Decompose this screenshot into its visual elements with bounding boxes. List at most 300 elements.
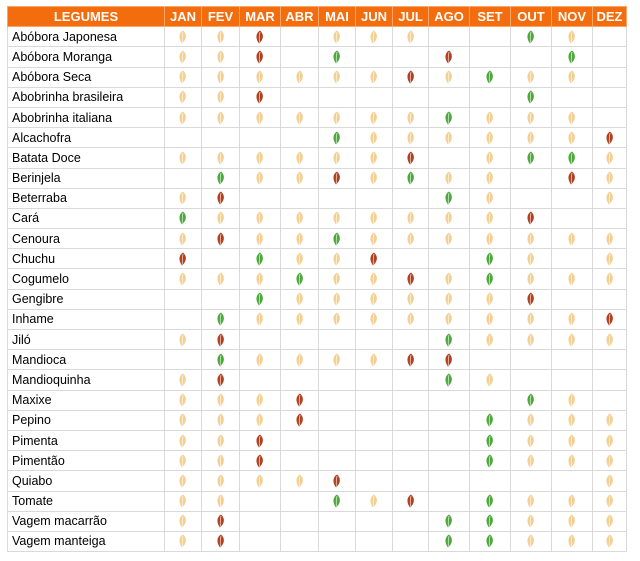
month-cell bbox=[281, 208, 319, 228]
month-cell bbox=[202, 511, 240, 531]
month-cell bbox=[511, 269, 552, 289]
month-cell bbox=[202, 249, 240, 269]
pale-leaf-icon bbox=[319, 312, 355, 326]
red-leaf-icon bbox=[240, 434, 280, 448]
month-cell bbox=[202, 309, 240, 329]
pale-leaf-icon bbox=[470, 211, 510, 225]
month-cell bbox=[356, 87, 393, 107]
month-cell bbox=[429, 471, 470, 491]
vegetable-name: Pepino bbox=[8, 410, 165, 430]
pale-leaf-icon bbox=[202, 111, 239, 125]
month-cell bbox=[240, 309, 281, 329]
table-row bbox=[8, 491, 627, 511]
month-cell bbox=[165, 491, 202, 511]
month-cell bbox=[165, 410, 202, 430]
month-cell bbox=[511, 188, 552, 208]
month-cell bbox=[202, 269, 240, 289]
pale-leaf-icon bbox=[165, 454, 201, 468]
pale-leaf-icon bbox=[165, 534, 201, 548]
pale-leaf-icon bbox=[552, 413, 592, 427]
month-cell bbox=[165, 511, 202, 531]
month-cell bbox=[470, 188, 511, 208]
vegetable-name: Maxixe bbox=[8, 390, 165, 410]
pale-leaf-icon bbox=[319, 211, 355, 225]
month-cell bbox=[356, 188, 393, 208]
pale-leaf-icon bbox=[240, 211, 280, 225]
pale-leaf-icon bbox=[240, 272, 280, 286]
month-cell bbox=[393, 531, 429, 551]
month-cell bbox=[429, 289, 470, 309]
pale-leaf-icon bbox=[240, 111, 280, 125]
pale-leaf-icon bbox=[281, 70, 318, 84]
month-cell bbox=[356, 269, 393, 289]
pale-leaf-icon bbox=[470, 312, 510, 326]
pale-leaf-icon bbox=[202, 70, 239, 84]
month-cell bbox=[281, 148, 319, 168]
month-cell bbox=[511, 350, 552, 370]
pale-leaf-icon bbox=[429, 292, 469, 306]
pale-leaf-icon bbox=[429, 272, 469, 286]
pale-leaf-icon bbox=[165, 333, 201, 347]
month-cell bbox=[593, 229, 627, 249]
month-cell bbox=[552, 330, 593, 350]
pale-leaf-icon bbox=[552, 494, 592, 508]
month-cell bbox=[429, 430, 470, 450]
pale-leaf-icon bbox=[240, 353, 280, 367]
pale-leaf-icon bbox=[429, 171, 469, 185]
pale-leaf-icon bbox=[240, 70, 280, 84]
month-cell bbox=[319, 451, 356, 471]
month-cell bbox=[393, 451, 429, 471]
pale-leaf-icon bbox=[470, 191, 510, 205]
month-cell bbox=[429, 107, 470, 127]
month-cell bbox=[429, 350, 470, 370]
pale-leaf-icon bbox=[240, 312, 280, 326]
pale-leaf-icon bbox=[165, 151, 201, 165]
month-cell bbox=[165, 107, 202, 127]
month-cell bbox=[429, 208, 470, 228]
month-cell bbox=[356, 471, 393, 491]
vegetable-name: Berinjela bbox=[8, 168, 165, 188]
month-cell bbox=[281, 451, 319, 471]
pale-leaf-icon bbox=[470, 131, 510, 145]
month-cell bbox=[240, 269, 281, 289]
red-leaf-icon bbox=[165, 252, 201, 266]
month-cell bbox=[319, 350, 356, 370]
red-leaf-icon bbox=[202, 333, 239, 347]
month-cell bbox=[281, 128, 319, 148]
pale-leaf-icon bbox=[393, 292, 428, 306]
month-cell bbox=[319, 148, 356, 168]
month-header: DEZ bbox=[593, 7, 627, 27]
month-cell bbox=[356, 67, 393, 87]
month-cell bbox=[281, 491, 319, 511]
month-cell bbox=[429, 390, 470, 410]
vegetable-name: Abobrinha brasileira bbox=[8, 87, 165, 107]
seasonal-vegetable-calendar bbox=[7, 6, 627, 552]
red-leaf-icon bbox=[319, 171, 355, 185]
month-cell bbox=[593, 471, 627, 491]
month-cell bbox=[165, 67, 202, 87]
red-leaf-icon bbox=[319, 474, 355, 488]
month-cell bbox=[593, 148, 627, 168]
pale-leaf-icon bbox=[511, 131, 551, 145]
month-cell bbox=[393, 370, 429, 390]
table-row bbox=[8, 269, 627, 289]
month-cell bbox=[281, 47, 319, 67]
month-cell bbox=[319, 107, 356, 127]
red-leaf-icon bbox=[240, 30, 280, 44]
month-cell bbox=[165, 188, 202, 208]
pale-leaf-icon bbox=[593, 232, 626, 246]
month-cell bbox=[593, 67, 627, 87]
month-cell bbox=[429, 67, 470, 87]
month-cell bbox=[202, 451, 240, 471]
pale-leaf-icon bbox=[593, 474, 626, 488]
month-cell bbox=[202, 208, 240, 228]
month-cell bbox=[552, 289, 593, 309]
month-cell bbox=[552, 511, 593, 531]
pale-leaf-icon bbox=[593, 454, 626, 468]
vegetable-name: Mandioca bbox=[8, 350, 165, 370]
pale-leaf-icon bbox=[511, 534, 551, 548]
month-cell bbox=[511, 471, 552, 491]
pale-leaf-icon bbox=[470, 333, 510, 347]
table-row bbox=[8, 148, 627, 168]
red-leaf-icon bbox=[240, 50, 280, 64]
pale-leaf-icon bbox=[511, 434, 551, 448]
pale-leaf-icon bbox=[593, 191, 626, 205]
table-row bbox=[8, 67, 627, 87]
month-cell bbox=[593, 188, 627, 208]
month-cell bbox=[511, 289, 552, 309]
month-cell bbox=[281, 188, 319, 208]
pale-leaf-icon bbox=[240, 151, 280, 165]
month-cell bbox=[319, 330, 356, 350]
month-cell bbox=[511, 87, 552, 107]
pale-leaf-icon bbox=[165, 373, 201, 387]
pale-leaf-icon bbox=[470, 151, 510, 165]
month-cell bbox=[511, 148, 552, 168]
month-header: MAR bbox=[240, 7, 281, 27]
month-cell bbox=[202, 148, 240, 168]
month-cell bbox=[470, 350, 511, 370]
green-leaf-icon bbox=[470, 272, 510, 286]
table-row bbox=[8, 27, 627, 47]
vegetable-name: Jiló bbox=[8, 330, 165, 350]
green-leaf-icon bbox=[511, 151, 551, 165]
month-cell bbox=[165, 471, 202, 491]
month-cell bbox=[319, 249, 356, 269]
pale-leaf-icon bbox=[511, 232, 551, 246]
month-cell bbox=[202, 168, 240, 188]
month-cell bbox=[281, 350, 319, 370]
month-cell bbox=[393, 128, 429, 148]
vegetable-name: Vagem macarrão bbox=[8, 511, 165, 531]
vegetable-name: Abobrinha italiana bbox=[8, 107, 165, 127]
pale-leaf-icon bbox=[393, 312, 428, 326]
month-cell bbox=[356, 451, 393, 471]
pale-leaf-icon bbox=[552, 393, 592, 407]
month-cell bbox=[429, 491, 470, 511]
month-cell bbox=[281, 390, 319, 410]
pale-leaf-icon bbox=[552, 333, 592, 347]
green-leaf-icon bbox=[470, 413, 510, 427]
month-cell bbox=[593, 47, 627, 67]
pale-leaf-icon bbox=[429, 70, 469, 84]
pale-leaf-icon bbox=[202, 413, 239, 427]
pale-leaf-icon bbox=[593, 252, 626, 266]
month-cell bbox=[511, 491, 552, 511]
month-cell bbox=[356, 511, 393, 531]
month-cell bbox=[393, 47, 429, 67]
pale-leaf-icon bbox=[202, 30, 239, 44]
pale-leaf-icon bbox=[429, 232, 469, 246]
green-leaf-icon bbox=[429, 333, 469, 347]
calendar-table bbox=[7, 6, 627, 552]
pale-leaf-icon bbox=[319, 292, 355, 306]
month-cell bbox=[393, 511, 429, 531]
month-cell bbox=[240, 451, 281, 471]
table-row bbox=[8, 430, 627, 450]
pale-leaf-icon bbox=[552, 454, 592, 468]
green-leaf-icon bbox=[429, 191, 469, 205]
month-cell bbox=[240, 67, 281, 87]
month-cell bbox=[429, 330, 470, 350]
pale-leaf-icon bbox=[356, 211, 392, 225]
pale-leaf-icon bbox=[393, 211, 428, 225]
month-cell bbox=[593, 309, 627, 329]
vegetable-name: Pimenta bbox=[8, 430, 165, 450]
pale-leaf-icon bbox=[319, 70, 355, 84]
pale-leaf-icon bbox=[593, 272, 626, 286]
month-cell bbox=[393, 87, 429, 107]
month-cell bbox=[202, 410, 240, 430]
pale-leaf-icon bbox=[393, 232, 428, 246]
month-cell bbox=[356, 430, 393, 450]
month-cell bbox=[202, 188, 240, 208]
pale-leaf-icon bbox=[202, 151, 239, 165]
month-cell bbox=[319, 309, 356, 329]
month-cell bbox=[165, 289, 202, 309]
red-leaf-icon bbox=[552, 171, 592, 185]
pale-leaf-icon bbox=[429, 131, 469, 145]
month-cell bbox=[202, 330, 240, 350]
month-cell bbox=[593, 390, 627, 410]
month-cell bbox=[470, 289, 511, 309]
month-cell bbox=[281, 511, 319, 531]
month-cell bbox=[356, 148, 393, 168]
green-leaf-icon bbox=[470, 494, 510, 508]
pale-leaf-icon bbox=[470, 171, 510, 185]
month-cell bbox=[511, 330, 552, 350]
month-cell bbox=[593, 289, 627, 309]
pale-leaf-icon bbox=[165, 272, 201, 286]
pale-leaf-icon bbox=[356, 312, 392, 326]
pale-leaf-icon bbox=[470, 292, 510, 306]
pale-leaf-icon bbox=[356, 272, 392, 286]
month-header: ABR bbox=[281, 7, 319, 27]
pale-leaf-icon bbox=[281, 151, 318, 165]
month-cell bbox=[393, 330, 429, 350]
month-cell bbox=[202, 87, 240, 107]
month-cell bbox=[429, 309, 470, 329]
red-leaf-icon bbox=[202, 514, 239, 528]
pale-leaf-icon bbox=[470, 232, 510, 246]
table-row bbox=[8, 390, 627, 410]
month-cell bbox=[202, 350, 240, 370]
table-row bbox=[8, 511, 627, 531]
month-cell bbox=[240, 107, 281, 127]
pale-leaf-icon bbox=[319, 252, 355, 266]
vegetable-name: Inhame bbox=[8, 309, 165, 329]
pale-leaf-icon bbox=[202, 454, 239, 468]
month-cell bbox=[593, 451, 627, 471]
pale-leaf-icon bbox=[240, 474, 280, 488]
red-leaf-icon bbox=[593, 312, 626, 326]
month-cell bbox=[552, 168, 593, 188]
pale-leaf-icon bbox=[593, 434, 626, 448]
month-cell bbox=[319, 430, 356, 450]
green-leaf-icon bbox=[470, 70, 510, 84]
green-leaf-icon bbox=[202, 353, 239, 367]
green-leaf-icon bbox=[470, 454, 510, 468]
month-cell bbox=[319, 511, 356, 531]
red-leaf-icon bbox=[393, 353, 428, 367]
pale-leaf-icon bbox=[202, 474, 239, 488]
month-cell bbox=[511, 27, 552, 47]
vegetable-name: Pimentão bbox=[8, 451, 165, 471]
month-cell bbox=[593, 350, 627, 370]
month-cell bbox=[240, 350, 281, 370]
month-cell bbox=[165, 390, 202, 410]
month-cell bbox=[281, 531, 319, 551]
red-leaf-icon bbox=[240, 90, 280, 104]
month-cell bbox=[356, 27, 393, 47]
pale-leaf-icon bbox=[281, 171, 318, 185]
pale-leaf-icon bbox=[593, 171, 626, 185]
pale-leaf-icon bbox=[356, 232, 392, 246]
month-cell bbox=[165, 370, 202, 390]
month-cell bbox=[593, 107, 627, 127]
pale-leaf-icon bbox=[429, 312, 469, 326]
pale-leaf-icon bbox=[593, 413, 626, 427]
month-header: FEV bbox=[202, 7, 240, 27]
month-cell bbox=[393, 471, 429, 491]
pale-leaf-icon bbox=[552, 232, 592, 246]
month-cell bbox=[281, 430, 319, 450]
pale-leaf-icon bbox=[165, 232, 201, 246]
month-cell bbox=[165, 350, 202, 370]
pale-leaf-icon bbox=[281, 292, 318, 306]
month-cell bbox=[511, 107, 552, 127]
month-cell bbox=[393, 67, 429, 87]
vegetable-name: Mandioquinha bbox=[8, 370, 165, 390]
table-row bbox=[8, 330, 627, 350]
month-cell bbox=[319, 390, 356, 410]
month-cell bbox=[593, 128, 627, 148]
month-cell bbox=[356, 370, 393, 390]
pale-leaf-icon bbox=[552, 514, 592, 528]
red-leaf-icon bbox=[429, 353, 469, 367]
month-cell bbox=[511, 128, 552, 148]
pale-leaf-icon bbox=[281, 232, 318, 246]
month-cell bbox=[393, 289, 429, 309]
month-cell bbox=[470, 87, 511, 107]
pale-leaf-icon bbox=[202, 494, 239, 508]
month-cell bbox=[470, 208, 511, 228]
month-cell bbox=[319, 208, 356, 228]
green-leaf-icon bbox=[511, 30, 551, 44]
table-row bbox=[8, 289, 627, 309]
month-cell bbox=[470, 67, 511, 87]
month-cell bbox=[240, 27, 281, 47]
month-cell bbox=[552, 107, 593, 127]
month-cell bbox=[202, 128, 240, 148]
vegetable-name: Abóbora Seca bbox=[8, 67, 165, 87]
pale-leaf-icon bbox=[552, 30, 592, 44]
month-cell bbox=[593, 491, 627, 511]
month-cell bbox=[393, 148, 429, 168]
pale-leaf-icon bbox=[511, 312, 551, 326]
pale-leaf-icon bbox=[165, 434, 201, 448]
pale-leaf-icon bbox=[240, 232, 280, 246]
month-header: NOV bbox=[552, 7, 593, 27]
month-cell bbox=[593, 27, 627, 47]
month-cell bbox=[240, 430, 281, 450]
month-cell bbox=[202, 27, 240, 47]
month-cell bbox=[552, 451, 593, 471]
vegetable-name: Cará bbox=[8, 208, 165, 228]
pale-leaf-icon bbox=[552, 111, 592, 125]
green-leaf-icon bbox=[511, 90, 551, 104]
pale-leaf-icon bbox=[511, 413, 551, 427]
month-cell bbox=[319, 491, 356, 511]
green-leaf-icon bbox=[470, 514, 510, 528]
month-cell bbox=[165, 47, 202, 67]
pale-leaf-icon bbox=[393, 131, 428, 145]
pale-leaf-icon bbox=[552, 312, 592, 326]
table-body bbox=[8, 27, 627, 552]
month-cell bbox=[281, 269, 319, 289]
green-leaf-icon bbox=[552, 50, 592, 64]
green-leaf-icon bbox=[470, 252, 510, 266]
month-cell bbox=[240, 249, 281, 269]
month-cell bbox=[240, 531, 281, 551]
month-cell bbox=[552, 208, 593, 228]
table-row bbox=[8, 531, 627, 551]
pale-leaf-icon bbox=[470, 111, 510, 125]
green-leaf-icon bbox=[429, 111, 469, 125]
month-cell bbox=[593, 168, 627, 188]
month-cell bbox=[319, 87, 356, 107]
pale-leaf-icon bbox=[552, 70, 592, 84]
green-leaf-icon bbox=[319, 494, 355, 508]
month-cell bbox=[393, 350, 429, 370]
pale-leaf-icon bbox=[165, 474, 201, 488]
month-cell bbox=[319, 128, 356, 148]
month-cell bbox=[356, 330, 393, 350]
month-cell bbox=[356, 208, 393, 228]
month-cell bbox=[593, 330, 627, 350]
pale-leaf-icon bbox=[356, 151, 392, 165]
month-cell bbox=[165, 309, 202, 329]
table-row bbox=[8, 451, 627, 471]
month-cell bbox=[281, 289, 319, 309]
table-row bbox=[8, 350, 627, 370]
month-cell bbox=[281, 27, 319, 47]
month-cell bbox=[552, 128, 593, 148]
